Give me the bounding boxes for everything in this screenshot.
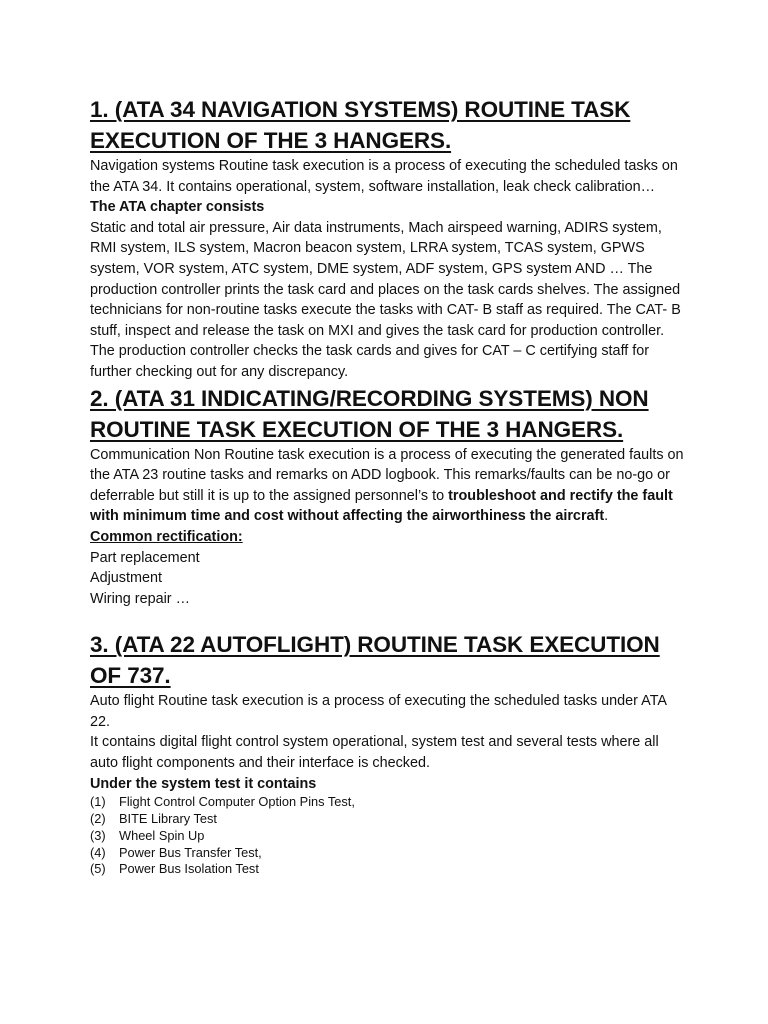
list-item (90, 794, 688, 811)
section3-subheading: Under the system test it contains (90, 775, 317, 792)
section3-intro2: It contains digital flight control system operational, system test and several tests where all auto flight components and their interface is checked. (90, 734, 659, 772)
list-item-number: (2) (90, 811, 106, 827)
section2-intro-emphasis: troubleshoot and rectify the fault with minimum time and cost without affecting the airworthiness the aircraft (90, 487, 673, 525)
list-item-number: (4) (90, 844, 106, 860)
list-item (90, 811, 688, 828)
list-item-text: Power Bus Transfer Test, (119, 844, 262, 860)
system-test-list (90, 794, 688, 878)
section2-intro-text: Communication Non Routine task execution is a process of executing the generated faults on the ATA 23 routine tasks and remarks on ADD logbook. This remarks/faults can be no-go or deferrable but still it is up to the assigned personnel’s to (90, 446, 684, 504)
section2-intro-end: . (604, 508, 609, 525)
list-item-text: Wheel Spin Up (119, 827, 205, 843)
list-item-text: Power Bus Isolation Test (119, 861, 259, 877)
section2-heading: 2. (ATA 31 INDICATING/RECORDING SYSTEMS) NON ROUTINE TASK EXECUTION OF THE 3 HANGERS. (90, 385, 649, 442)
rectification-item: Wiring repair … (90, 590, 190, 607)
list-item-number: (1) (90, 794, 106, 810)
list-item (90, 845, 688, 862)
section2-subheading: Common rectification: (90, 528, 243, 545)
list-item-text: BITE Library Test (119, 811, 217, 827)
section1-subheading: The ATA chapter consists (90, 199, 265, 216)
section1-body: Static and total air pressure, Air data instruments, Mach airspeed warning, ADIRS system, RMI system, ILS system, Macron beacon system, LRRA system, TCAS system, GPWS system, VOR system, ATC system, DME system, ADF system, GPS system AND … The production controller prints the task card and places on the task cards shelves. The assigned technicians for non-routine tasks execute the tasks with CAT- B staff as required. The CAT- B stuff, inspect and release the task on MXI and gives the task card for production controller. The production controller checks the task cards and gives for CAT – C certifying staff for further checking out for any discrepancy. (90, 219, 681, 380)
rectification-item: Adjustment (90, 570, 162, 587)
rectification-item: Part replacement (90, 549, 200, 566)
list-item (90, 828, 688, 845)
section3-heading: 3. (ATA 22 AUTOFLIGHT) ROUTINE TASK EXECUTION OF 737. (90, 632, 660, 689)
list-item (90, 861, 688, 878)
list-item-text: Flight Control Computer Option Pins Test, (119, 794, 355, 810)
list-item-number: (3) (90, 827, 106, 843)
section1-intro: Navigation systems Routine task execution is a process of executing the scheduled tasks on the ATA 34. It contains operational, system, software installation, leak check calibration… (90, 158, 678, 195)
section3-intro: Auto flight Routine task execution is a process of executing the scheduled tasks under ATA 22. (90, 693, 667, 730)
list-item-number: (5) (90, 861, 106, 877)
section2-intro (90, 445, 688, 527)
spacer (90, 609, 688, 629)
section1-heading: 1. (ATA 34 NAVIGATION SYSTEMS) ROUTINE TASK EXECUTION OF THE 3 HANGERS. (90, 97, 631, 153)
